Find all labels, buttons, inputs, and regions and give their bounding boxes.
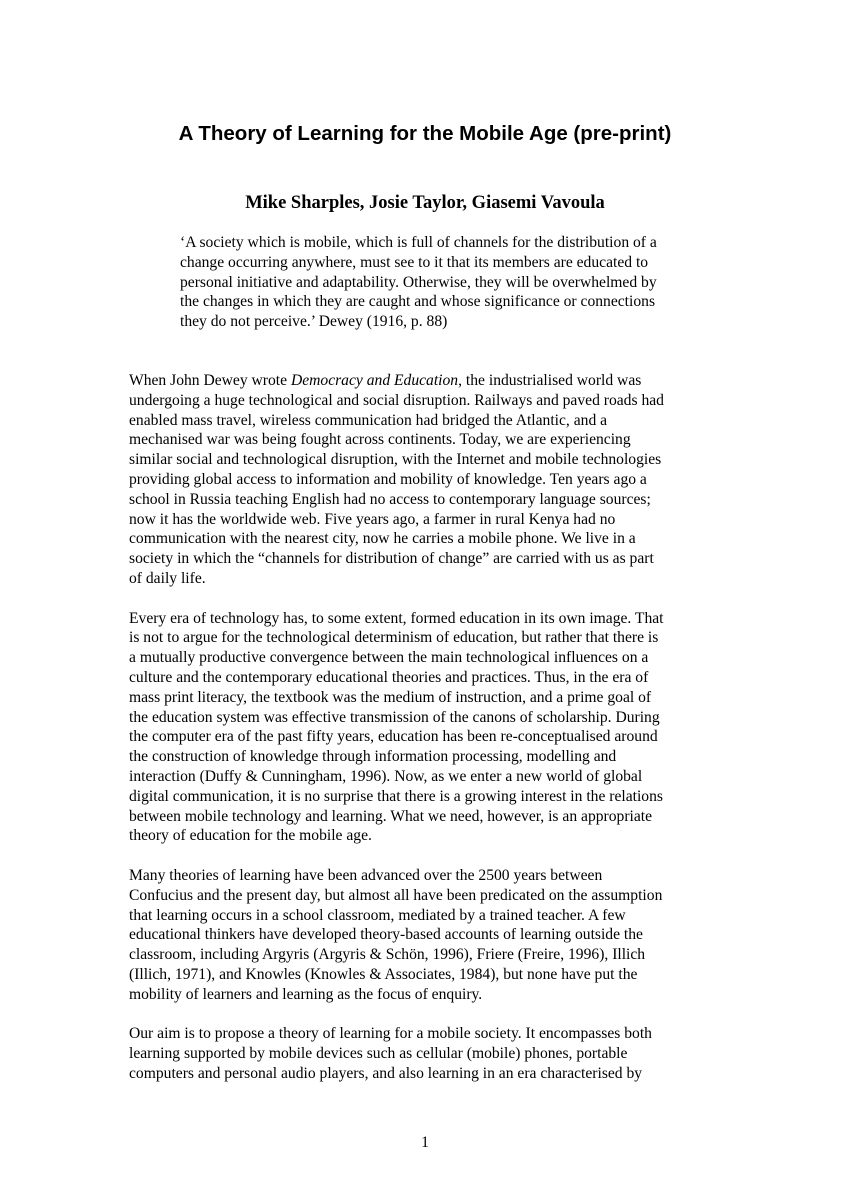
paragraph-line: educational thinkers have developed theory-based accounts of learning outside the — [129, 926, 643, 944]
paragraph-line: Our aim is to propose a theory of learning for a mobile society. It encompasses both — [129, 1025, 652, 1043]
paragraph-line: Confucius and the present day, but almost all have been predicated on the assumption — [129, 886, 663, 904]
paragraph-line: is not to argue for the technological determinism of education, but rather that there is — [129, 629, 659, 647]
epigraph-line: ‘A society which is mobile, which is full of channels for the distribution of a — [180, 234, 657, 251]
text-run: , the industrialised world was — [458, 372, 642, 389]
book-title-italic: Democracy and Education — [290, 372, 459, 389]
paragraph-line: of daily life. — [129, 569, 206, 587]
body-text — [129, 371, 729, 1103]
paragraph-line: classroom, including Argyris (Argyris & Schön, 1996), Friere (Freire, 1996), Illich — [129, 946, 646, 964]
epigraph-line: the changes in which they are caught and whose significance or connections — [180, 293, 656, 311]
paragraph-line — [129, 371, 729, 391]
paragraph-line: undergoing a huge technological and social disruption. Railways and paved roads had — [129, 391, 664, 409]
paragraph-line: interaction (Duffy & Cunningham, 1996). Now, as we enter a new world of global — [129, 767, 643, 785]
epigraph-line: they do not perceive.’ Dewey (1916, p. 88) — [180, 313, 448, 331]
author-list: Mike Sharples, Josie Taylor, Giasemi Vavoula — [245, 193, 605, 213]
paragraph-line: between mobile technology and learning. What we need, however, is an appropriate — [129, 807, 653, 825]
paragraph-2 — [129, 609, 729, 847]
paragraph-line: the education system was effective transmission of the canons of scholarship. During — [129, 708, 660, 726]
paragraph-line: providing global access to information and mobility of knowledge. Ten years ago a — [129, 470, 647, 488]
paragraph-line: the computer era of the past fifty years, education has been re-conceptualised around — [129, 728, 658, 746]
paragraph-4 — [129, 1024, 729, 1083]
paragraph-3 — [129, 866, 729, 1005]
epigraph-quote — [180, 233, 720, 332]
page-number: 1 — [421, 1134, 429, 1151]
paragraph-line: mass print literacy, the textbook was the medium of instruction, and a prime goal of — [129, 688, 652, 706]
paragraph-1 — [129, 371, 729, 589]
paragraph-line: communication with the nearest city, now he carries a mobile phone. We live in a — [129, 530, 636, 548]
paragraph-line: Many theories of learning have been advanced over the 2500 years between — [129, 866, 603, 884]
paragraph-line: the construction of knowledge through information processing, modelling and — [129, 748, 617, 766]
paragraph-line: theory of education for the mobile age. — [129, 827, 372, 845]
paragraph-line: similar social and technological disruption, with the Internet and mobile technologies — [129, 451, 662, 469]
epigraph-line: change occurring anywhere, must see to it that its members are educated to — [180, 253, 649, 271]
paragraph-line: a mutually productive convergence between the main technological influences on a — [129, 649, 649, 667]
paragraph-line: school in Russia teaching English had no access to contemporary language sources; — [129, 490, 651, 508]
paragraph-line: computers and personal audio players, and also learning in an era characterised by — [129, 1064, 643, 1082]
epigraph-line: personal initiative and adaptability. Otherwise, they will be overwhelmed by — [180, 273, 657, 291]
paragraph-line: mechanised war was being fought across continents. Today, we are experiencing — [129, 431, 631, 449]
text-run: When John Dewey wrote — [129, 372, 291, 389]
paper-title: A Theory of Learning for the Mobile Age (pre-print) — [178, 122, 672, 145]
paragraph-line: mobility of learners and learning as the focus of enquiry. — [129, 985, 483, 1003]
paragraph-line: digital communication, it is no surprise that there is a growing interest in the relations — [129, 787, 663, 805]
paragraph-line: culture and the contemporary educational theories and practices. Thus, in the era of — [129, 668, 649, 686]
paragraph-line: learning supported by mobile devices such as cellular (mobile) phones, portable — [129, 1045, 628, 1063]
paragraph-line: Every era of technology has, to some extent, formed education in its own image. That — [129, 609, 664, 627]
paragraph-line: enabled mass travel, wireless communication had bridged the Atlantic, and a — [129, 411, 608, 429]
paragraph-line: that learning occurs in a school classroom, mediated by a trained teacher. A few — [129, 906, 626, 924]
paragraph-line: now it has the worldwide web. Five years ago, a farmer in rural Kenya had no — [129, 510, 616, 528]
paragraph-line: (Illich, 1971), and Knowles (Knowles & Associates, 1984), but none have put the — [129, 965, 638, 983]
paragraph-line: society in which the “channels for distribution of change” are carried with us as part — [129, 550, 654, 568]
